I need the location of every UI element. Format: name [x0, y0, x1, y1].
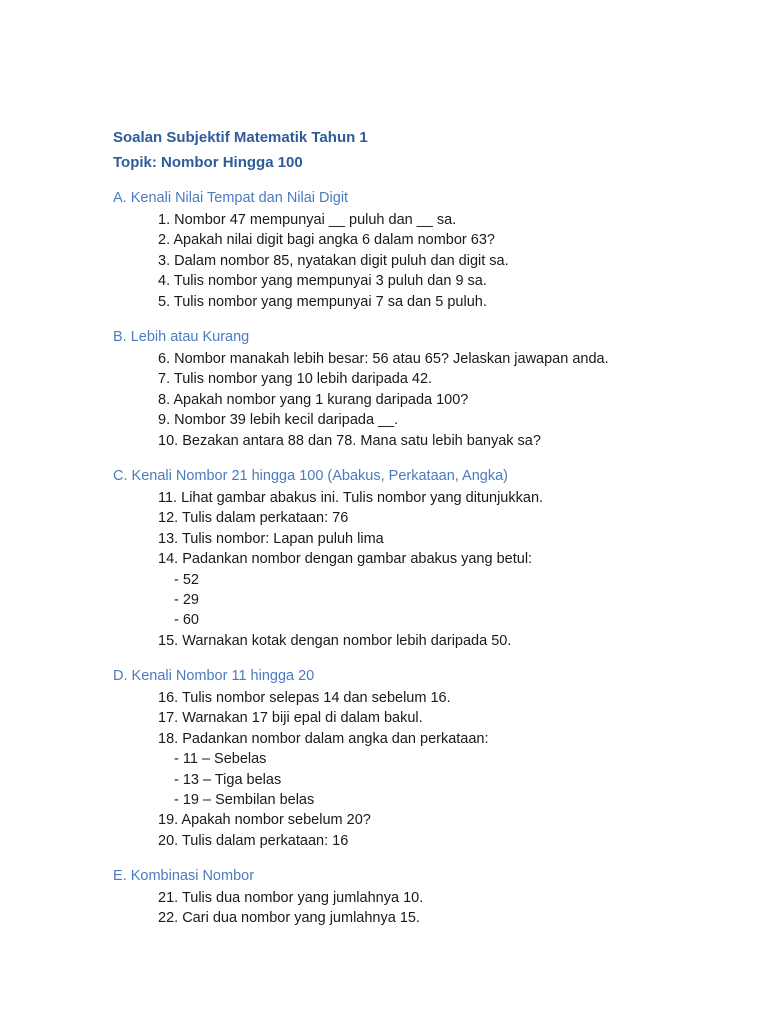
question-text: Tulis nombor selepas 14 dan sebelum 16.: [181, 690, 451, 706]
question-text: Tulis dua nombor yang jumlahnya 10.: [181, 890, 424, 906]
question-number: 22.: [158, 910, 179, 927]
question-text: Cari dua nombor yang jumlahnya 15.: [182, 910, 420, 927]
section-e: [113, 866, 753, 929]
question-number: 7.: [158, 371, 171, 388]
question-text: Apakah nombor yang 1 kurang daripada 100?: [173, 391, 469, 408]
question-text: Apakah nombor sebelum 20?: [181, 812, 371, 829]
question-item: [113, 729, 753, 749]
section-a: [113, 188, 753, 312]
question-text: Warnakan 17 biji epal di dalam bakul.: [182, 710, 423, 727]
question-number: 4.: [158, 273, 171, 290]
question-list: [113, 349, 753, 451]
question-item: [113, 688, 753, 708]
question-number: 15.: [158, 632, 179, 649]
question-text: Warnakan kotak dengan nombor lebih daripada 50.: [182, 632, 512, 649]
question-list: [113, 488, 753, 651]
question-text: Tulis nombor yang mempunyai 7 sa dan 5 puluh.: [173, 293, 487, 310]
option-item: - 13 – Tiga belas: [174, 771, 282, 788]
option-item: - 19 – Sembilan belas: [174, 792, 315, 809]
question-number: 2.: [158, 232, 171, 249]
question-text: Tulis nombor: Lapan puluh lima: [181, 530, 384, 547]
question-text: Tulis dalam perkataan: 16: [181, 832, 349, 849]
question-number: 17.: [158, 710, 179, 727]
question-number: 12.: [158, 510, 179, 527]
question-number: 5.: [158, 293, 171, 310]
question-item: [113, 251, 753, 271]
question-text: Nombor 47 mempunyai __ puluh dan __ sa.: [174, 212, 457, 228]
question-list: [113, 888, 753, 929]
question-item: [113, 210, 753, 230]
question-number: 11.: [158, 490, 178, 506]
question-number: 13.: [158, 530, 179, 547]
question-number: 20.: [158, 832, 179, 849]
question-item: [113, 230, 753, 250]
question-item: [113, 831, 753, 851]
option-item: - 29: [174, 592, 199, 609]
question-list: [113, 210, 753, 312]
question-number: 19.: [158, 812, 179, 829]
question-item: [113, 631, 753, 651]
question-text: Nombor 39 lebih kecil daripada __.: [174, 412, 399, 429]
section-heading: D. Kenali Nombor 11 hingga 20: [113, 668, 315, 684]
question-text: Tulis dalam perkataan: 76: [181, 510, 349, 527]
question-item: [113, 549, 753, 569]
question-number: 14.: [158, 551, 179, 568]
document-topic: Topik: Nombor Hingga 100: [113, 154, 303, 171]
section-d: [113, 666, 753, 851]
question-item: [113, 488, 753, 508]
question-number: 21.: [158, 890, 179, 906]
question-text: Lihat gambar abakus ini. Tulis nombor yang ditunjukkan.: [181, 490, 544, 506]
question-text: Nombor manakah lebih besar: 56 atau 65? Jelaskan jawapan anda.: [174, 351, 609, 367]
question-item: [113, 349, 753, 369]
question-item: [113, 292, 753, 312]
section-heading: E. Kombinasi Nombor: [113, 868, 255, 884]
option-item: - 11 – Sebelas: [174, 751, 267, 768]
question-number: 18.: [158, 730, 179, 747]
question-text: Dalam nombor 85, nyatakan digit puluh dan digit sa.: [174, 252, 509, 269]
document-title: Soalan Subjektif Matematik Tahun 1: [113, 129, 368, 146]
question-text: Apakah nilai digit bagi angka 6 dalam nombor 63?: [173, 232, 495, 249]
question-item: [113, 369, 753, 389]
question-number: 8.: [158, 391, 171, 408]
question-text: Padankan nombor dengan gambar abakus yang betul:: [182, 551, 533, 568]
question-text: Bezakan antara 88 dan 78. Mana satu lebih banyak sa?: [182, 432, 541, 449]
question-item: [113, 431, 753, 451]
section-heading: A. Kenali Nilai Tempat dan Nilai Digit: [113, 190, 349, 206]
question-number: 9.: [158, 412, 171, 429]
question-item: [113, 888, 753, 908]
question-item: [113, 410, 753, 430]
section-b: [113, 327, 753, 451]
section-c: [113, 466, 753, 651]
question-number: 16.: [158, 690, 179, 706]
option-item: - 52: [174, 571, 199, 588]
question-item: [113, 908, 753, 928]
question-text: Tulis nombor yang mempunyai 3 puluh dan 9 sa.: [173, 273, 487, 290]
question-number: 6.: [158, 351, 171, 367]
question-number: 3.: [158, 252, 171, 269]
question-item: [113, 810, 753, 830]
question-list: [113, 688, 753, 851]
question-item: [113, 271, 753, 291]
question-item: [113, 508, 753, 528]
option-item: - 60: [174, 612, 199, 629]
section-heading: C. Kenali Nombor 21 hingga 100 (Abakus, Perkataan, Angka): [113, 468, 508, 484]
question-number: 1.: [158, 212, 171, 228]
section-heading: B. Lebih atau Kurang: [113, 329, 250, 345]
question-text: Tulis nombor yang 10 lebih daripada 42.: [173, 371, 433, 388]
question-text: Padankan nombor dalam angka dan perkataan:: [182, 730, 489, 747]
question-item: [113, 529, 753, 549]
question-item: [113, 390, 753, 410]
question-item: [113, 708, 753, 728]
document-header: [113, 125, 368, 175]
question-number: 10.: [158, 432, 179, 449]
